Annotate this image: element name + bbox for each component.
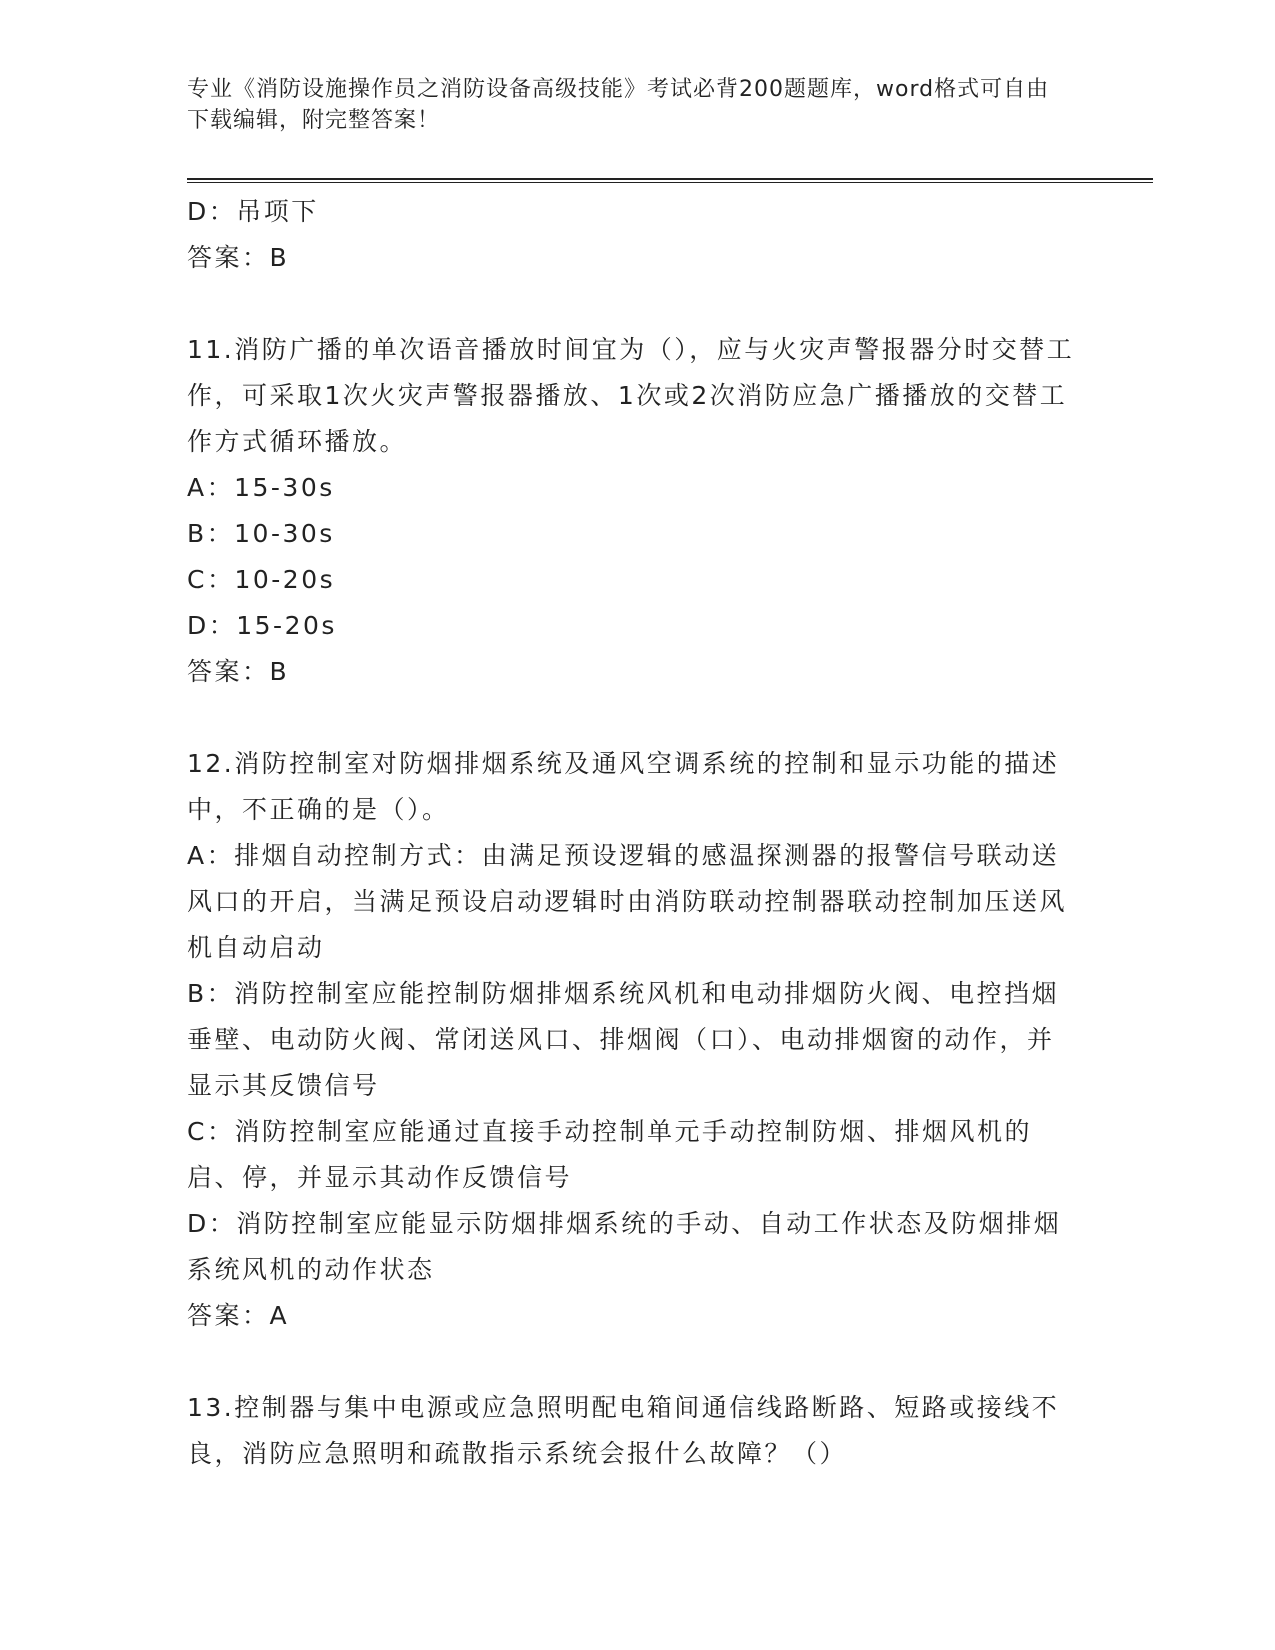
option-d: D：15-20s <box>187 611 337 640</box>
header-text: 专业《消防设施操作员之消防设备高级技能》考试必背200题题库，word格式可自由下载编辑，附完整答案！ <box>187 77 1050 133</box>
answer: 答案：B <box>187 243 290 272</box>
question-stem: 11.消防广播的单次语音播放时间宜为（），应与火灾声警报器分时交替工作，可采取1次火灾声警报器播放、1次或2次消防应急广播播放的交替工作方式循环播放。 <box>187 335 1075 456</box>
document-body <box>187 189 1077 1477</box>
option-b: B：消防控制室应能控制防烟排烟系统风机和电动排烟防火阀、电控挡烟垂壁、电动防火阀、常闭送风口、排烟阀（口）、电动排烟窗的动作，并显示其反馈信号 <box>187 979 1060 1100</box>
header-divider <box>187 178 1153 183</box>
option-d: D：吊项下 <box>187 197 319 226</box>
question-13 <box>187 1385 1077 1477</box>
question-stem: 12.消防控制室对防烟排烟系统及通风空调系统的控制和显示功能的描述中，不正确的是（）。 <box>187 749 1060 824</box>
answer: 答案：A <box>187 1301 290 1330</box>
option-a: A：排烟自动控制方式：由满足预设逻辑的感温探测器的报警信号联动送风口的开启，当满足预设启动逻辑时由消防联动控制器联动控制加压送风机自动启动 <box>187 841 1068 962</box>
option-b: B：10-30s <box>187 519 335 548</box>
question-12 <box>187 741 1077 1339</box>
page-header <box>187 74 1067 136</box>
question-10-tail <box>187 189 1077 281</box>
option-d: D：消防控制室应能显示防烟排烟系统的手动、自动工作状态及防烟排烟系统风机的动作状态 <box>187 1209 1062 1284</box>
option-a: A：15-30s <box>187 473 335 502</box>
option-c: C：10-20s <box>187 565 336 594</box>
option-c: C：消防控制室应能通过直接手动控制单元手动控制防烟、排烟风机的启、停，并显示其动作反馈信号 <box>187 1117 1032 1192</box>
question-stem: 13.控制器与集中电源或应急照明配电箱间通信线路断路、短路或接线不良，消防应急照明和疏散指示系统会报什么故障？（） <box>187 1393 1060 1468</box>
question-11 <box>187 327 1077 695</box>
answer: 答案：B <box>187 657 290 686</box>
